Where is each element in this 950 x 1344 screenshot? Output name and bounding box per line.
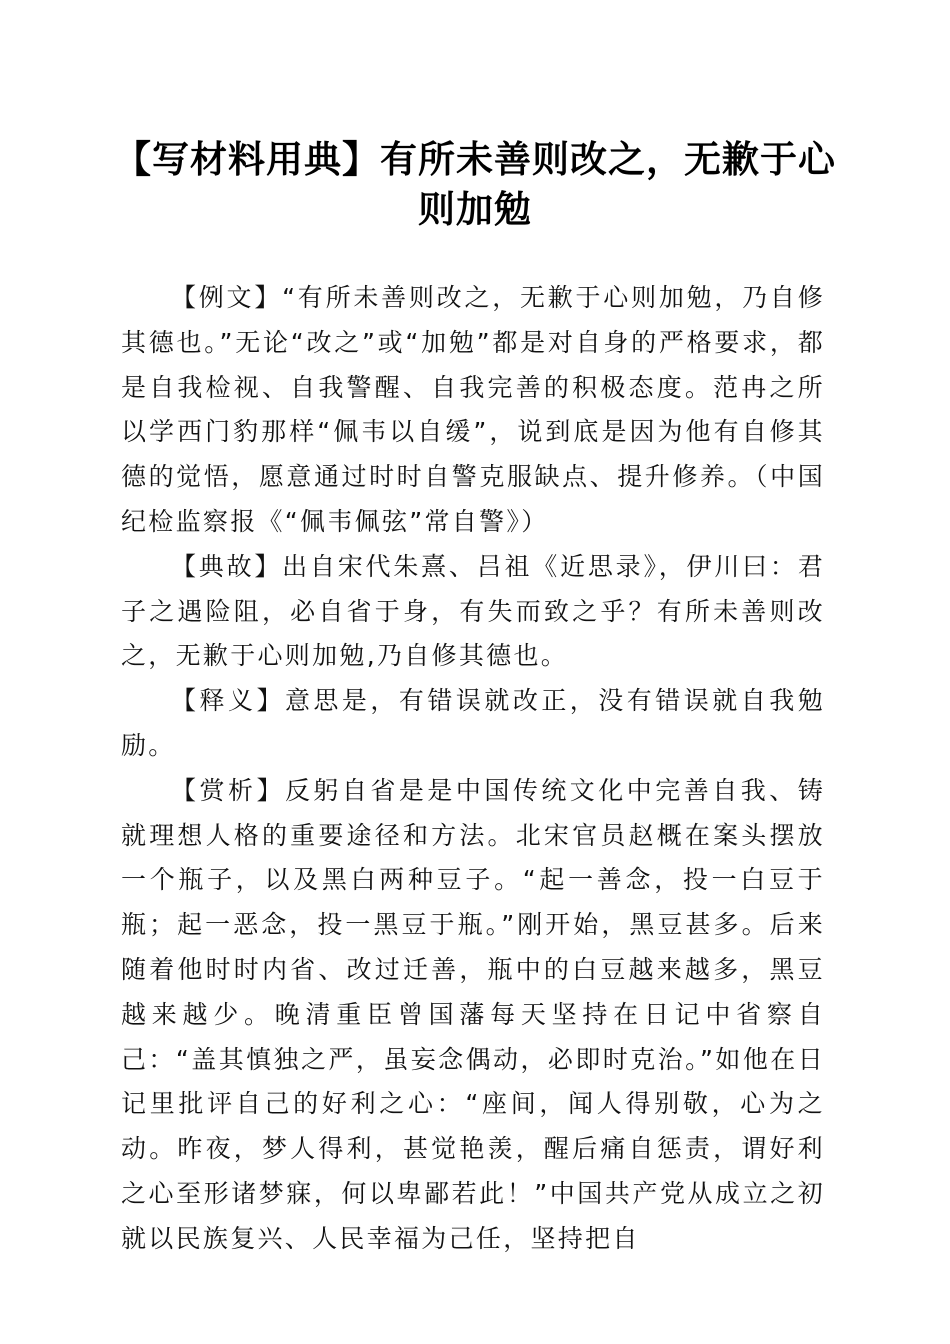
document-body bbox=[121, 276, 825, 1262]
document-title: 【写材料用典】有所未善则改之，无歉于心则加勉 bbox=[114, 137, 836, 231]
paragraph-appreciation: 【赏析】反躬自省是是中国传统文化中完善自我、铸就理想人格的重要途径和方法。北宋官员赵概在案头摆放一个瓶子，以及黑白两种豆子。“起一善念，投一白豆于瓶；起一恶念，投一黑豆于瓶。”刚开始，黑豆甚多。后来随着他时时内省、改过迁善，瓶中的白豆越来越多，黑豆越来越少。晚清重臣曾国藩每天坚持在日记中省察自己：“盖其慎独之严，虽妄念偶动，必即时克治。”如他在日记里批评自己的好利之心：“座间，闻人得别敬，心为之动。昨夜，梦人得利，甚觉艳羡，醒后痛自惩责，谓好利之心至形诸梦寐，何以卑鄙若此！”中国共产党从成立之初就以民族复兴、人民幸福为己任，坚持把自 bbox=[121, 775, 825, 1253]
paragraph-allusion: 【典故】出自宋代朱熹、吕祖《近思录》，伊川曰：君子之遇险阻，必自省于身，有失而致之乎？有所未善则改之，无歉于心则加勉,乃自修其德也。 bbox=[121, 551, 825, 671]
paragraph-example: 【例文】“有所未善则改之，无歉于心则加勉，乃自修其德也。”无论“改之”或“加勉”都是对自身的严格要求，都是自我检视、自我警醒、自我完善的积极态度。范冉之所以学西门豹那样“佩韦以自缓”，说到底是因为他有自修其德的觉悟，愿意通过时时自警克服缺点、提升修养。（中国纪检监察报《“佩韦佩弦”常自警》） bbox=[121, 283, 825, 536]
paragraph-meaning: 【释义】意思是，有错误就改正，没有错误就自我勉励。 bbox=[121, 686, 825, 760]
